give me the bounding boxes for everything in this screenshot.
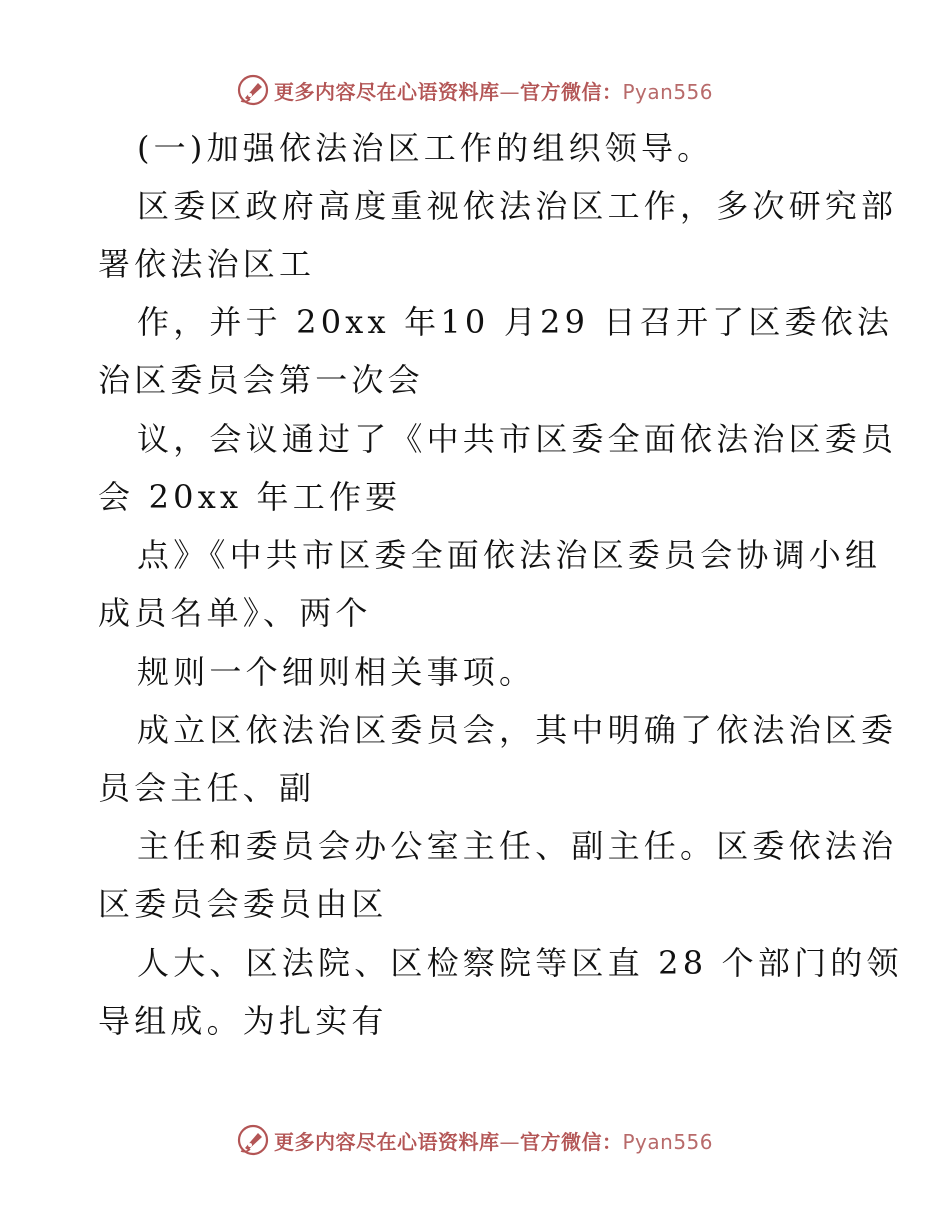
header-site-text: 更多内容尽在心语资料库 xyxy=(274,79,500,104)
header-separator: — xyxy=(499,79,520,104)
section-heading: (一)加强依法治区工作的组织领导。 xyxy=(137,129,714,167)
header-official-text: 官方微信： xyxy=(520,79,623,104)
body-line: 作，并于 20xx 年10 月29 日召开了区委依法 xyxy=(137,303,894,341)
footer-banner-text xyxy=(274,1126,713,1155)
footer-banner xyxy=(236,1122,713,1158)
body-line: 点》《中共市区委全面依法治区委员会协调小组 xyxy=(137,536,882,574)
body-line: 区委员会委员由区 xyxy=(98,885,388,923)
body-line: 员会主任、副 xyxy=(98,769,316,807)
pen-nib-logo-icon xyxy=(236,73,270,107)
body-line: 治区委员会第一次会 xyxy=(98,361,424,399)
footer-separator: — xyxy=(499,1129,520,1154)
body-line: 人大、区法院、区检察院等区直 28 个部门的领 xyxy=(137,944,903,982)
body-line: 规则一个细则相关事项。 xyxy=(137,653,536,691)
body-line: 议，会议通过了《中共市区委全面依法治区委员 xyxy=(137,420,898,458)
body-line: 成员名单》、两个 xyxy=(98,594,372,632)
body-line: 会 20xx 年工作要 xyxy=(98,478,402,516)
footer-wechat-id: Pyan556 xyxy=(622,1129,714,1154)
footer-site-text: 更多内容尽在心语资料库 xyxy=(274,1129,500,1154)
footer-official-text: 官方微信： xyxy=(520,1129,623,1154)
header-banner-text xyxy=(274,76,713,105)
pen-nib-logo-icon xyxy=(236,1123,270,1157)
header-banner xyxy=(236,72,713,108)
body-line: 署依法治区工 xyxy=(98,245,316,283)
body-line: 区委区政府高度重视依法治区工作，多次研究部 xyxy=(137,187,898,225)
header-wechat-id: Pyan556 xyxy=(622,79,714,104)
body-line: 导组成。为扎实有 xyxy=(98,1002,388,1040)
body-line: 成立区依法治区委员会，其中明确了依法治区委 xyxy=(137,711,898,749)
body-line: 主任和委员会办公室主任、副主任。区委依法治 xyxy=(137,827,898,865)
